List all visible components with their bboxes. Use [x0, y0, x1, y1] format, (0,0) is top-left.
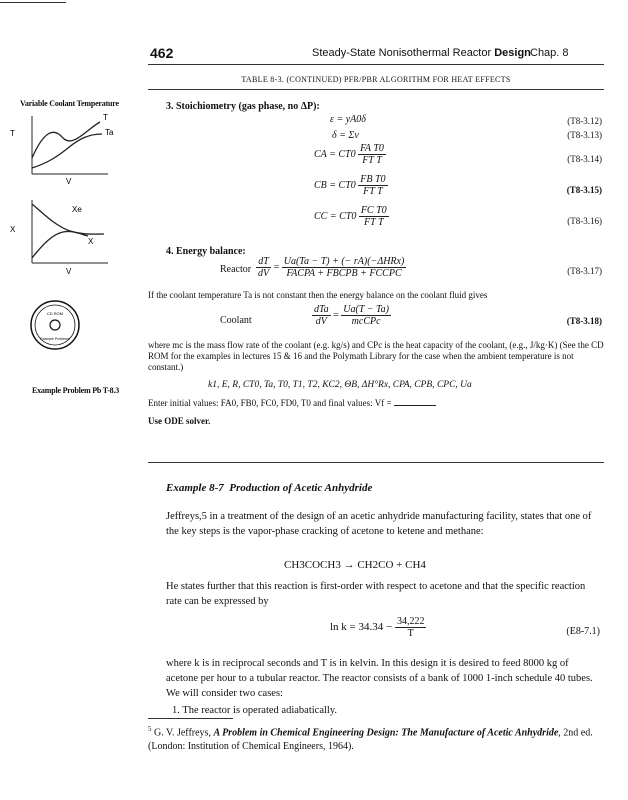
example-title: Example 8-7 Production of Acetic Anhydride — [166, 482, 373, 494]
parameter-list: k1, E, R, CT0, Ta, T0, T1, T2, KC2, ΘB, ΔH°Rx, CPA, CPB, CPC, Ua — [208, 380, 472, 390]
graph1-x-label: V — [66, 177, 72, 186]
cd-icon-label: CD ROM — [46, 311, 64, 316]
rate-equation: ln k = 34.34 − $\frac{34,222}{T}$ — [330, 616, 425, 639]
graph2-curve1-label: Xe — [72, 205, 82, 214]
eqnum-e8-7-1: (E8-7.1) — [566, 626, 600, 637]
graph2-x-label: V — [66, 267, 72, 276]
eq-ca: CA = CT0 $\frac{\text{FA T0}}{\text{FT T}}$ — [314, 143, 384, 166]
section-rule — [148, 462, 604, 463]
eq-epsilon: ε = yA0δ — [330, 114, 366, 125]
eqnum-t8-3-17: (T8-3.17) — [567, 266, 602, 276]
reaction-equation: CH3COCH3 → CH2CO + CH4 — [284, 559, 426, 571]
example-paragraph-3: where k is in reciprocal seconds and T is in kelvin. In this design it is desired to feed 8000 kg of acetone per hour to a tubular reactor. The reactor consists of a bank of 1000 1-inch schedule 40 tubes. We will consider two cases: — [166, 658, 593, 699]
example-problem-label: Example Problem Pb T-8.3 — [32, 386, 120, 395]
eqnum-t8-3-15: (T8-3.15) — [566, 185, 602, 195]
cd-icon-caption: Example Problems — [40, 337, 70, 341]
table-caption: TABLE 8-3. (CONTINUED) PFR/PBR ALGORITHM FOR HEAT EFFECTS — [241, 75, 511, 84]
top-left-rule — [0, 2, 66, 3]
graph2-curve2-label: X — [88, 237, 94, 246]
example-paragraph-1: Jeffreys,5 in a treatment of the design of an acetic anhydride manufacturing facility, states that one of the key steps is the vapor-phase cracking of acetone to ketene and methane: — [166, 511, 592, 537]
initial-values-line: Enter initial values: FA0, FB0, FC0, FD0, T0 and final values: Vf = — [148, 396, 436, 409]
coolant-label: Coolant — [220, 315, 252, 326]
eqnum-t8-3-12: (T8-3.12) — [567, 116, 602, 126]
example-paragraph-2: He states further that this reaction is first-order with respect to acetone and that the specific reaction rate can be expressed by — [166, 581, 586, 607]
graph-conversion — [10, 200, 108, 276]
graph-temperature — [10, 113, 114, 186]
reactor-label: Reactor — [220, 264, 252, 275]
energy-heading: 4. Energy balance: — [166, 246, 246, 257]
footnote: $^5$ G. V. Jeffreys, A Problem in Chemical Engineering Design: The Manufacture of Acetic Anhydride, 2nd ed. (London: Institution of Chemical Engineers, 1964). — [148, 725, 593, 753]
graph1-y-label: T — [10, 129, 15, 138]
caption-rule — [148, 89, 604, 90]
eqnum-t8-3-16: (T8-3.16) — [567, 216, 602, 226]
eqnum-t8-3-14: (T8-3.14) — [567, 154, 602, 164]
eq-coolant: $\frac{\text{dTa}}{dV}$ = $\frac{Ua(T - Ta)}{\text{mcCPc}}$ — [314, 304, 389, 327]
curve-t — [32, 122, 100, 158]
sidebar-graphs — [8, 108, 120, 298]
ode-instruction: Use ODE solver. — [148, 416, 211, 426]
curve-xe — [32, 204, 104, 234]
case-1: 1. The reactor is operated adiabatically. — [172, 705, 338, 716]
final-volume-blank — [394, 396, 436, 406]
graph1-curve2-label: Ta — [105, 128, 114, 137]
eq-cb: CB = CT0 $\frac{\text{FB T0}}{\text{FT T}}$ — [314, 174, 386, 197]
graph1-curve1-label: T — [103, 113, 108, 122]
page-number: 462 — [150, 45, 174, 61]
chapter-label: Chap. 8 — [530, 47, 569, 59]
coolant-intro: If the coolant temperature Ta is not constant then the energy balance on the coolant fluid gives — [148, 290, 488, 300]
eqnum-t8-3-13: (T8-3.13) — [567, 130, 602, 140]
graph-title: Variable Coolant Temperature — [20, 99, 119, 108]
footnote-rule — [148, 718, 233, 719]
eq-delta: δ = Σν — [332, 130, 359, 141]
coolant-paragraph: where mc is the mass flow rate of the coolant (e.g. kg/s) and CPc is the heat capacity of the coolant, (e.g., J/kg·K) (See the CD ROM for the examples in lectures 15 & 16 and the Polymath Library for the case when the ambient temperature is not constant.) — [148, 340, 604, 372]
eq-cc: CC = CT0 $\frac{\text{FC T0}}{\text{FT T}}$ — [314, 205, 387, 228]
eq-reactor: $\frac{dT}{dV}$ = $\frac{\text{Ua(Ta − T) + (− rA)(−ΔHRx)}}{\text{FACPA + FBCPB + FCCPC}}$ — [258, 256, 405, 279]
stoichiometry-heading: 3. Stoichiometry (gas phase, no ΔP): — [166, 101, 320, 112]
curve-x — [32, 231, 88, 258]
eqnum-t8-3-18: (T8-3.18) — [566, 316, 602, 326]
header-rule — [148, 64, 604, 65]
running-title: Steady-State Nonisothermal Reactor Design — [312, 47, 531, 59]
cd-rom-icon — [30, 300, 80, 350]
graph2-y-label: X — [10, 225, 16, 234]
